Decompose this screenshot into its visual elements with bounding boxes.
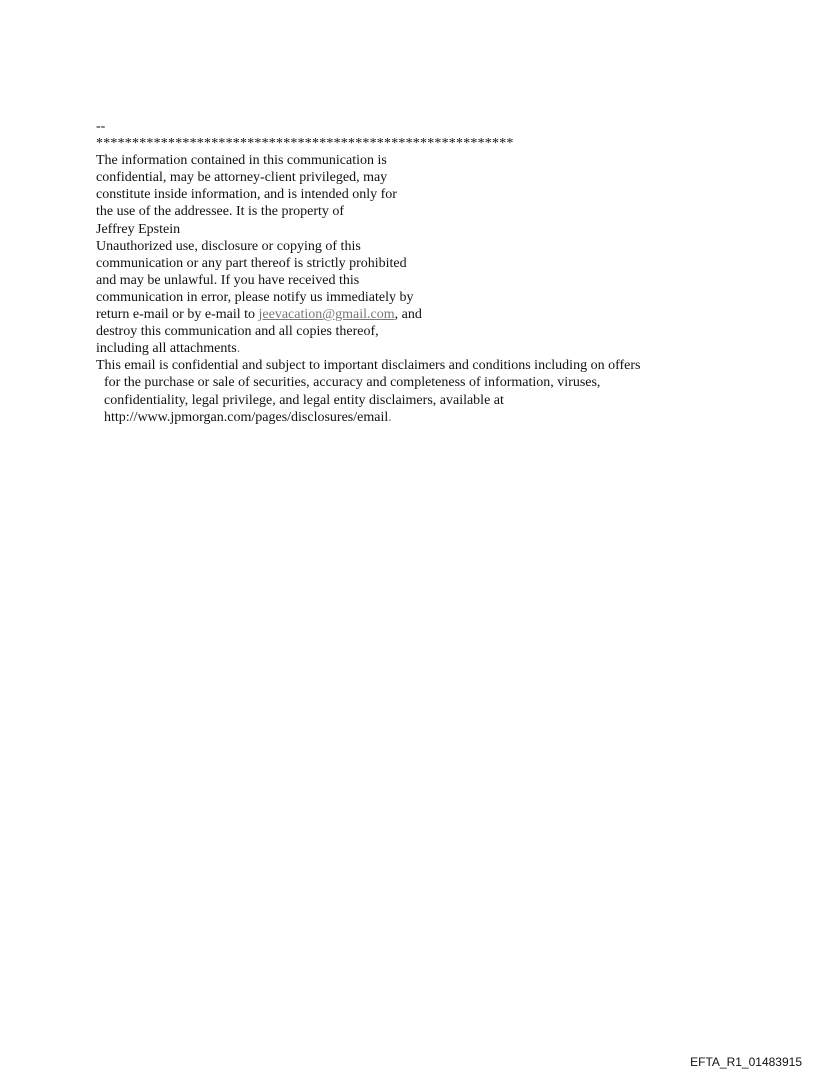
confidentiality-line: and may be unlawful. If you have received this [96,272,360,288]
confidentiality-line: The information contained in this communication is [96,153,387,169]
disclaimer-url-line [96,409,756,426]
confidentiality-line: communication or any part thereof is strictly prohibited [96,255,407,271]
confidentiality-line: communication in error, please notify us immediately by [96,289,414,305]
document-id: EFTA_R1_01483915 [690,1055,802,1069]
email-footer-block [96,118,756,426]
confidentiality-line: constitute inside information, and is intended only for [96,187,397,203]
disclaimer-line: This email is confidential and subject to important disclaimers and conditions including on offers [96,358,641,374]
attachments-line: including all attachments [96,341,237,357]
attachments-period: . [236,341,241,357]
disclaimer-line: for the purchase or sale of securities, accuracy and completeness of information, viruses, [104,375,601,391]
confidentiality-line: confidential, may be attorney-client privileged, may [96,170,388,186]
contact-email-link[interactable]: jeevacation@gmail.com [258,307,395,323]
property-owner-name: Jeffrey Epstein [96,221,181,237]
confidentiality-line: Unauthorized use, disclosure or copying of this [96,238,361,254]
return-line-suffix: , and [394,307,422,323]
return-line-prefix: return e-mail or by e-mail to [96,307,259,323]
separator-dashes: -- [96,119,106,134]
disclaimer-period: . [388,409,392,425]
destroy-line: destroy this communication and all copies thereof, [96,324,379,340]
disclaimer-url[interactable]: http://www.jpmorgan.com/pages/disclosures/email [104,409,389,425]
confidentiality-line: the use of the addressee. It is the property of [96,204,345,220]
separator-stars: ********************************************************** [96,136,514,152]
attachments-line-wrap [96,340,756,357]
return-email-line [96,306,756,323]
disclaimer-line: confidentiality, legal privilege, and legal entity disclaimers, available at [104,392,504,408]
